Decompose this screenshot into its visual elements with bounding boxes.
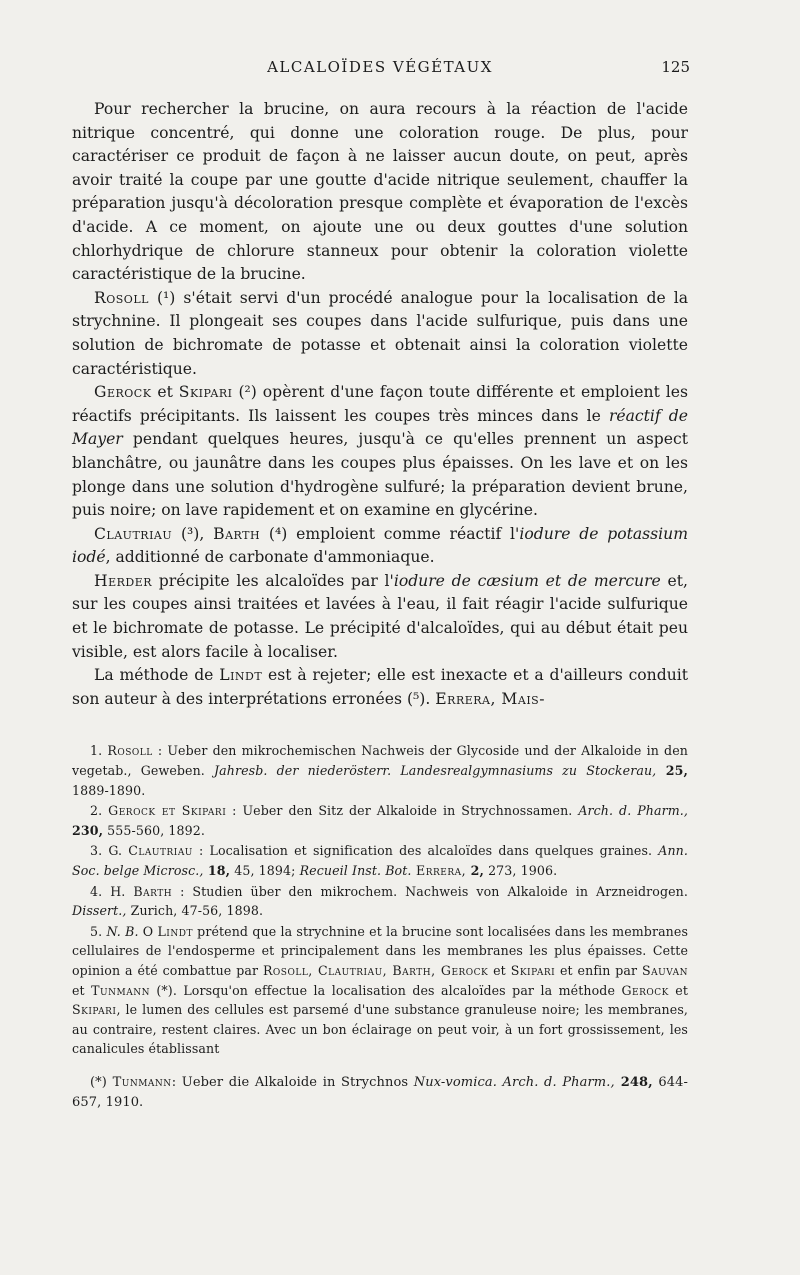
body-text <box>72 98 688 711</box>
reagent-name: iodure de potassium iodé <box>72 524 688 567</box>
paragraph-brucine: Pour rechercher la brucine, on aura recours à la réaction de l'acide nitrique concentré, qui donne une coloration rouge. De plus, pour caractériser ce produit de façon à ne laisser aucun doute, on peut, après avoir traité la coupe par une goutte d'acide nitrique seulement, chauffer la préparation jusqu'à décoloration presque complète et évaporation de l'excès d'acide. A ce moment, on ajoute une ou deux gouttes d'une solution chlorhydrique de chlorure stanneux pour obtenir la coloration violette caractéristique de la brucine. <box>72 100 688 284</box>
paragraph-gerock: Gerock et Skipari (²) opèrent d'une façon toute différente et emploient les réactifs précipitants. Ils laissent les coupes très minces dans le réactif de Mayer pendant quelques heures, jusqu'à ce qu'elles prennent un aspect blanchâtre, ou jaunâtre dans les coupes plus épaisses. On les lave et on les plonge dans une solution d'hydrogène sulfuré; la préparation devient brune, puis noire; on lave rapidement et on examine en glycérine. <box>72 383 689 520</box>
footnote-ref: (⁵) <box>406 689 426 708</box>
paragraph-rosoll: Rosoll (¹) s'était servi d'un procédé analogue pour la localisation de la strychnine. Il plongeait ses coupes dans l'acide sulfurique, puis dans une solution de bichromate de potasse et obtenait ainsi la coloration violette caractéristique. <box>72 288 689 378</box>
footnote-4: 4. H. Barth : Studien über den mikrochem. Nachweis von Alkaloide in Arzneidrogen. Dissert., Zurich, 47-56, 1898. <box>72 883 688 919</box>
footnote-2: 2. Gerock et Skipari : Ueber den Sitz der Alkaloide in Strychnossamen. Arch. d. Pharm., 230, 555-560, 1892. <box>72 803 688 838</box>
paragraph-lindt: La méthode de Lindt est à rejeter; elle est inexacte et a d'ailleurs conduit son auteur à des interprétations erronées (⁵). Errera, Mais- <box>72 666 689 708</box>
reagent-name: iodure de cæsium et de mercure <box>393 571 661 590</box>
footnote-ref: (²) <box>238 383 257 402</box>
footnote-3: 3. G. Clautriau : Localisation et signification des alcaloïdes dans quelques graines. Ann. Soc. belge Microsc., 18, 45, 1894; Recueil Inst. Bot. Errera, 2, 273, 1906. <box>72 843 688 878</box>
author-name: Errera, Mais- <box>435 689 545 708</box>
author-name: Barth <box>213 524 261 543</box>
footnote-5: 5. N. B. O Lindt prétend que la strychnine et la brucine sont localisées dans les membranes cellulaires de l'endosperme et principalement dans les membranes les plus épaisses. Cette opinion a été combattue par Rosoll, Clautriau, Barth, Gerock et Skipari et enfin par Sauvan et Tunmann (*). Lorsqu'on effectue la localisation des alcaloïdes par la méthode Gerock et Skipari, le lumen des cellules est parsemé d'une substance granuleuse noire; les membranes, au contraire, restent claires. Avec un bon éclairage on peut voir, à un fort grossissement, les canalicules établissant <box>72 923 689 1057</box>
author-name: Herder <box>94 571 153 590</box>
footnote-ref: (³) <box>180 524 200 543</box>
paragraph-herder: Herder précipite les alcaloïdes par l'iodure de cæsium et de mercure et, sur les coupes ainsi traitées et lavées à l'eau, il fait réagir l'acide sulfurique et le bichromate de potasse. Le précipité d'alcaloïdes, qui au début était peu visible, est alors facile à localiser. <box>72 571 688 661</box>
page <box>72 58 688 1112</box>
footnote-ref: (⁴) <box>268 524 288 543</box>
author-name: Gerock <box>94 383 152 402</box>
footnote-star: (*) Tunmann: Ueber die Alkaloide in Strychnos Nux-vomica. Arch. d. Pharm., 248, 644-657, 1910. <box>72 1074 688 1110</box>
author-name: Clautriau <box>94 524 173 543</box>
page-header <box>72 58 688 88</box>
footnote-ref: (¹) <box>156 288 176 307</box>
running-title: ALCALOÏDES VÉGÉTAUX <box>267 58 493 76</box>
page-number: 125 <box>661 58 690 76</box>
author-name: Rosoll <box>94 288 149 307</box>
reagent-name: réactif de Mayer <box>72 406 689 449</box>
footnote-1: 1. Rosoll : Ueber den mikrochemischen Nachweis der Glycoside und der Alkaloide in den vegetab., Geweben. Jahresb. der niederösterr. Landesrealgymnasiums zu Stockerau, 25, 1889-1890. <box>72 743 688 798</box>
author-name: Skipari <box>178 383 233 402</box>
author-name: Lindt <box>219 666 263 685</box>
footnotes <box>72 741 688 1112</box>
paragraph-clautriau: Clautriau (³), Barth (⁴) emploient comme réactif l'iodure de potassium iodé, additionné de carbonate d'ammoniaque. <box>72 524 688 567</box>
